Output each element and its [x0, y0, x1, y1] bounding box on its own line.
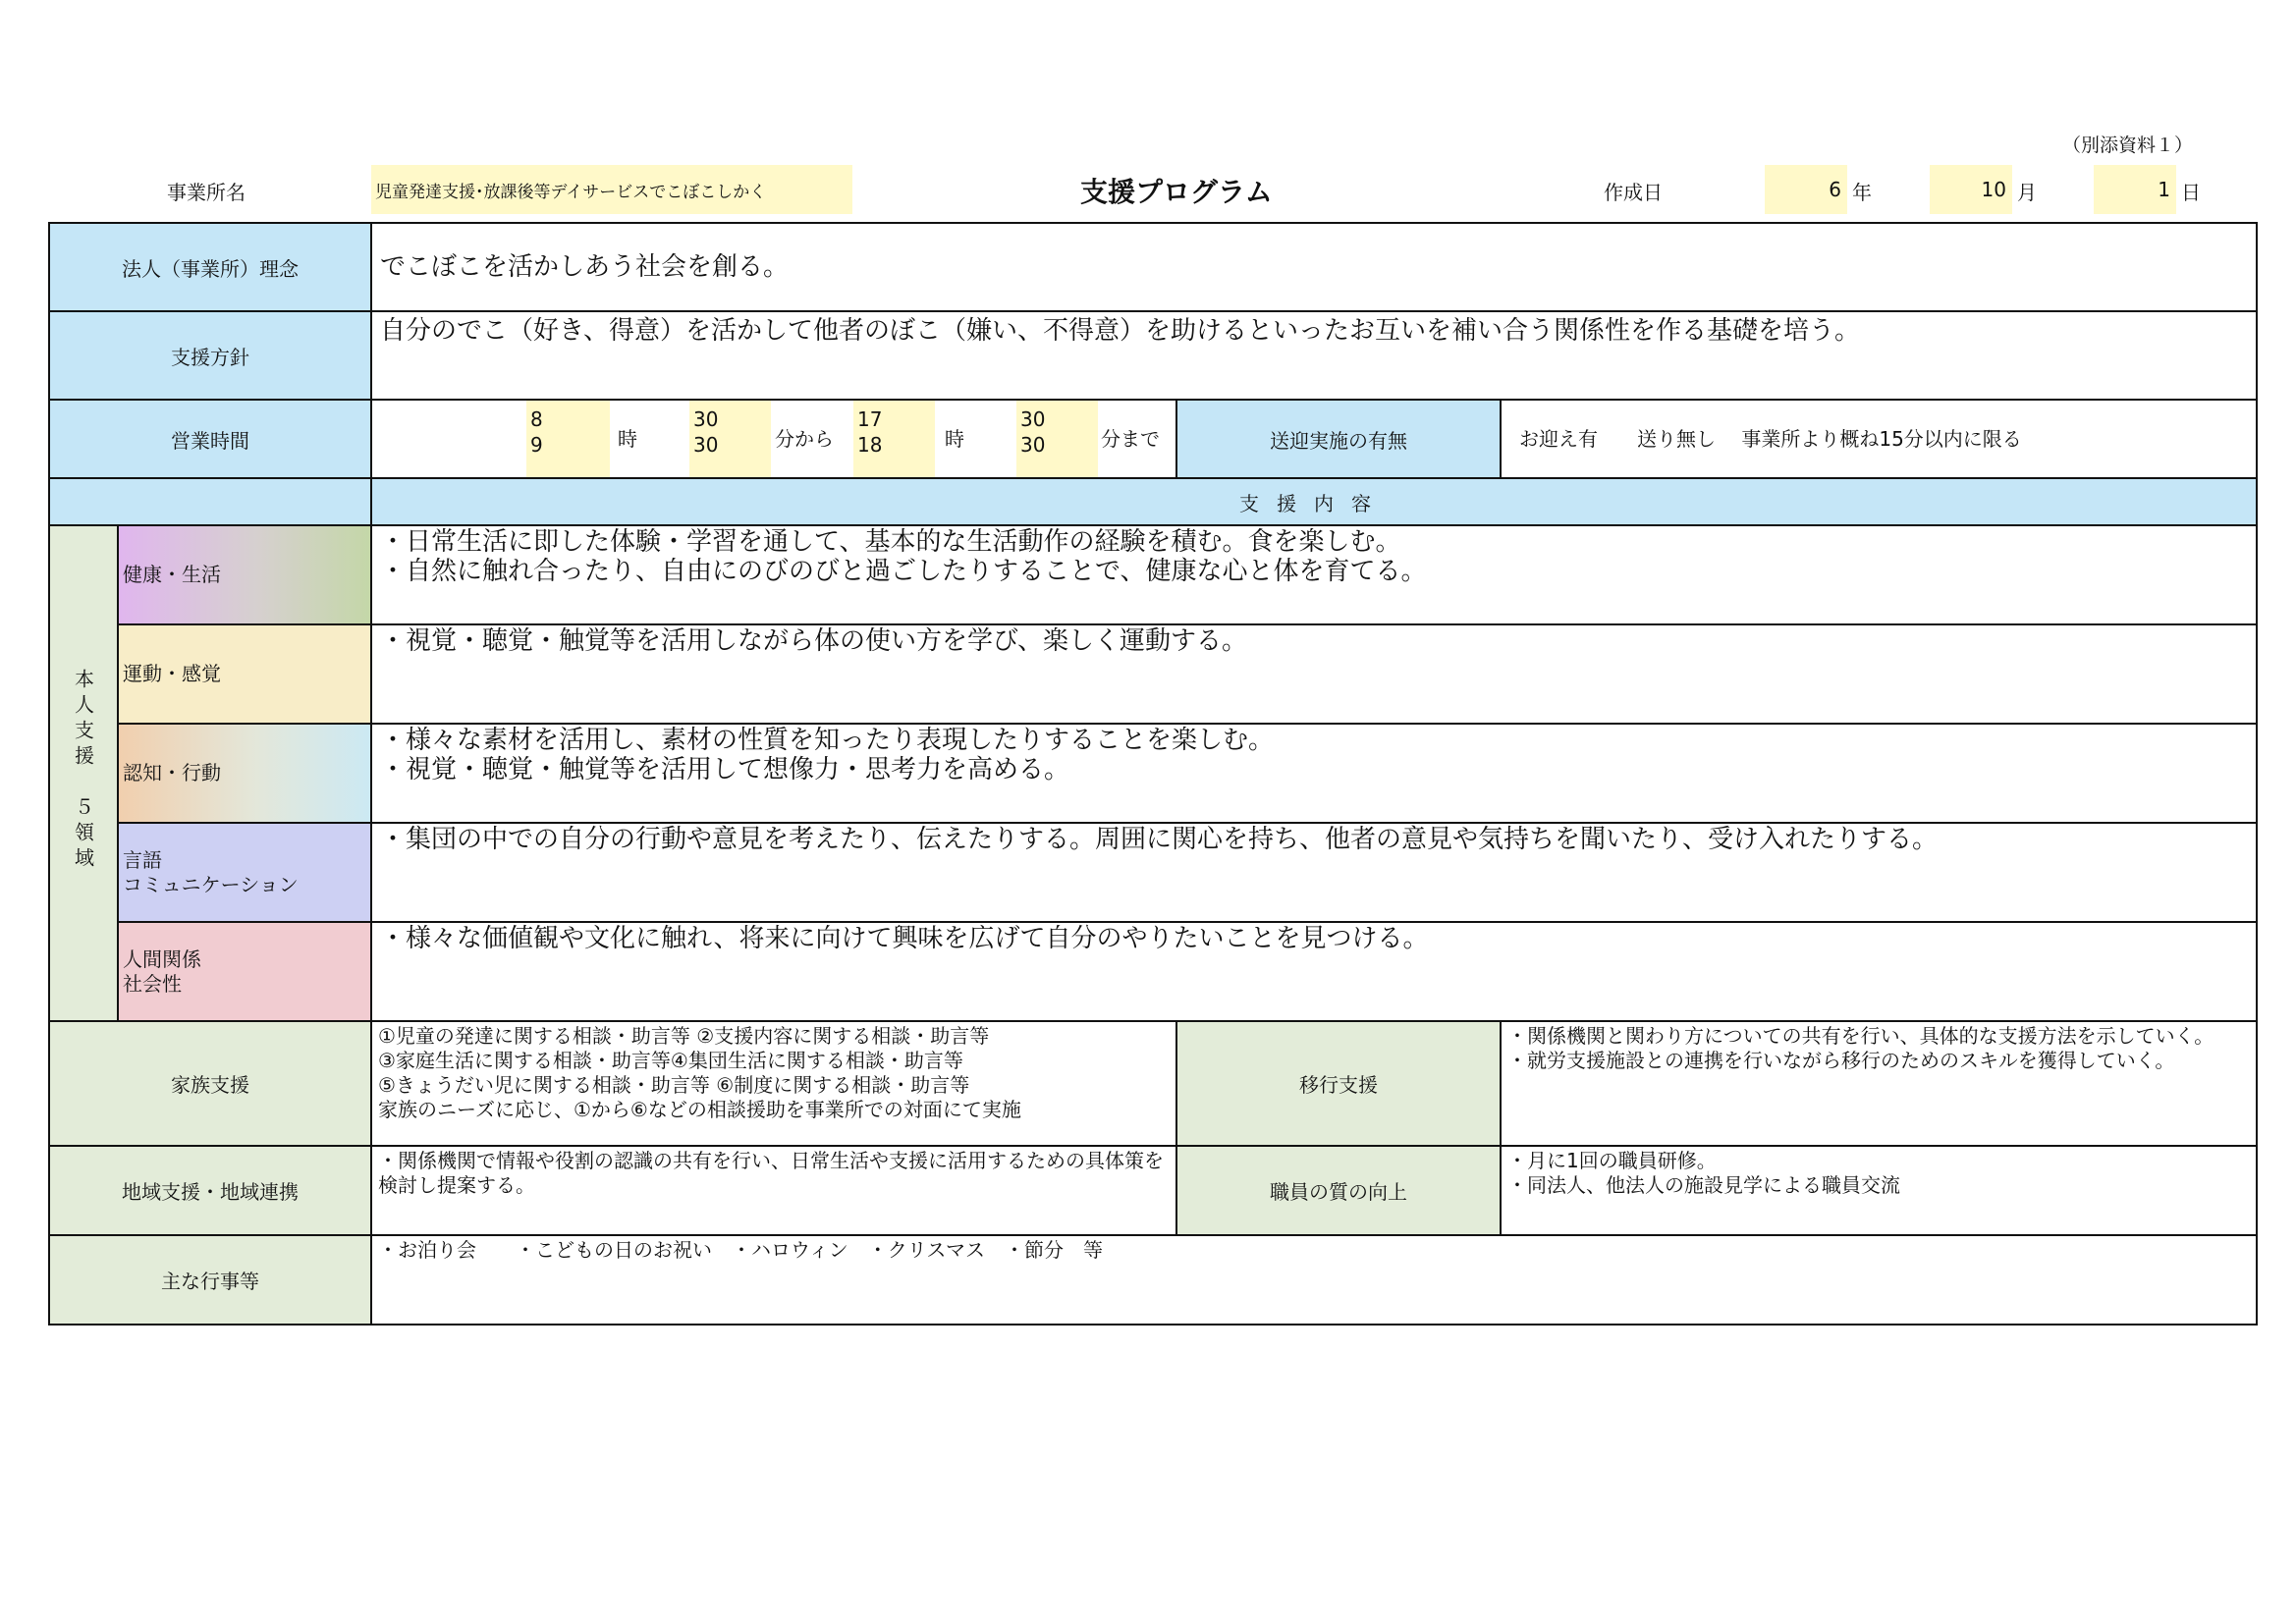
domain-row-language — [49, 823, 2257, 922]
domain-row-health — [49, 525, 2257, 624]
community-support-label: 地域支援・地域連携 — [49, 1146, 371, 1235]
year-unit: 年 — [1852, 181, 1872, 204]
community-support-text: ・関係機関で情報や役割の認識の共有を行い、日常生活や支援に活用するための具体策を検討し提案する。 — [371, 1146, 1176, 1235]
end-hour-1: 17 — [857, 407, 883, 431]
family-transition-row — [49, 1021, 2257, 1146]
day-field[interactable]: 1 — [2094, 165, 2176, 214]
domain-label-social: 人間関係 社会性 — [118, 922, 371, 1021]
support-program-table — [48, 222, 2258, 1325]
start-hour-field[interactable] — [526, 401, 610, 477]
month-unit: 月 — [2017, 181, 2037, 204]
office-name-label: 事業所名 — [167, 181, 246, 204]
end-minute-2: 30 — [1020, 433, 1046, 457]
transition-support-label: 移行支援 — [1176, 1021, 1501, 1146]
month-field[interactable]: 10 — [1930, 165, 2012, 214]
year-field[interactable]: 6 — [1765, 165, 1847, 214]
day-unit: 日 — [2181, 181, 2201, 204]
policy-label: 支援方針 — [49, 311, 371, 400]
from-label: 分から — [775, 427, 834, 451]
philosophy-row — [49, 223, 2257, 311]
end-hour-field[interactable] — [853, 401, 935, 477]
staff-quality-label: 職員の質の向上 — [1176, 1146, 1501, 1235]
events-row — [49, 1235, 2257, 1325]
start-hour-1: 8 — [530, 407, 543, 431]
until-label: 分まで — [1101, 427, 1160, 451]
content-header-row — [49, 478, 2257, 525]
domain-label-motor: 運動・感覚 — [118, 624, 371, 724]
events-text: ・お泊り会 ・こどもの日のお祝い ・ハロウィン ・クリスマス ・節分 等 — [371, 1235, 2257, 1325]
attachment-note: （別添資料１） — [2062, 135, 2194, 156]
events-label: 主な行事等 — [49, 1235, 371, 1325]
philosophy-text: でこぼこを活かしあう社会を創る。 — [371, 223, 2257, 311]
hour-unit-1: 時 — [618, 427, 637, 451]
community-staff-row — [49, 1146, 2257, 1235]
transport-text: お迎え有 送り無し 事業所より概ね15分以内に限る — [1501, 400, 2257, 478]
domain-row-social — [49, 922, 2257, 1021]
end-minute-1: 30 — [1020, 407, 1046, 431]
domain-text-language: ・集団の中での自分の行動や意見を考えたり、伝えたりする。周囲に関心を持ち、他者の意見や気持ちを聞いたり、受け入れたりする。 — [371, 823, 2257, 922]
start-minute-2: 30 — [693, 433, 719, 457]
domain-label-cognition: 認知・行動 — [118, 724, 371, 823]
hours-label: 営業時間 — [49, 400, 371, 478]
domain-label-language: 言語 コミュニケーション — [118, 823, 371, 922]
domain-row-cognition — [49, 724, 2257, 823]
start-minute-1: 30 — [693, 407, 719, 431]
policy-text: 自分のでこ（好き、得意）を活かして他者のぼこ（嫌い、不得意）を助けるといったお互いを補い合う関係性を作る基礎を培う。 — [371, 311, 2257, 400]
hour-unit-2: 時 — [945, 427, 964, 451]
transport-label: 送迎実施の有無 — [1176, 400, 1501, 478]
content-header: 支援内容 — [371, 478, 2257, 525]
domain-label-health: 健康・生活 — [118, 525, 371, 624]
staff-quality-text: ・月に1回の職員研修。 ・同法人、他法人の施設見学による職員交流 — [1501, 1146, 2257, 1235]
hours-row — [49, 400, 2257, 478]
domain-row-motor — [49, 624, 2257, 724]
philosophy-label: 法人（事業所）理念 — [49, 223, 371, 311]
family-support-text: ①児童の発達に関する相談・助言等 ②支援内容に関する相談・助言等 ③家庭生活に関する相談・助言等④集団生活に関する相談・助言等 ⑤きょうだい児に関する相談・助言等 ⑥制度に関する相談・助言等 家族のニーズに応じ、①から⑥などの相談援助を事業所での対面にて実施 — [371, 1021, 1176, 1146]
hours-cell — [371, 400, 1176, 478]
start-minute-field[interactable] — [689, 401, 771, 477]
family-support-label: 家族支援 — [49, 1021, 371, 1146]
transition-support-text: ・関係機関と関わり方についての共有を行い、具体的な支援方法を示していく。 ・就労支援施設との連携を行いながら移行のためのスキルを獲得していく。 — [1501, 1021, 2257, 1146]
end-hour-2: 18 — [857, 433, 883, 457]
page-title: 支援プログラム — [1080, 176, 1273, 208]
created-date-label: 作成日 — [1604, 181, 1663, 204]
domain-text-social: ・様々な価値観や文化に触れ、将来に向けて興味を広げて自分のやりたいことを見つける。 — [371, 922, 2257, 1021]
five-domains-label: 本人支援 ５領域 — [71, 669, 95, 873]
domain-text-motor: ・視覚・聴覚・触覚等を活用しながら体の使い方を学び、楽しく運動する。 — [371, 624, 2257, 724]
end-minute-field[interactable] — [1016, 401, 1098, 477]
policy-row — [49, 311, 2257, 400]
office-name-field[interactable]: 児童発達支援･放課後等デイサービスでこぼこしかく — [371, 165, 852, 214]
domain-text-health: ・日常生活に即した体験・学習を通して、基本的な生活動作の経験を積む。食を楽しむ。 ・自然に触れ合ったり、自由にのびのびと過ごしたりすることで、健康な心と体を育てる。 — [371, 525, 2257, 624]
five-domains-group — [49, 525, 118, 1021]
domain-text-cognition: ・様々な素材を活用し、素材の性質を知ったり表現したりすることを楽しむ。 ・視覚・聴覚・触覚等を活用して想像力・思考力を高める。 — [371, 724, 2257, 823]
start-hour-2: 9 — [530, 433, 543, 457]
